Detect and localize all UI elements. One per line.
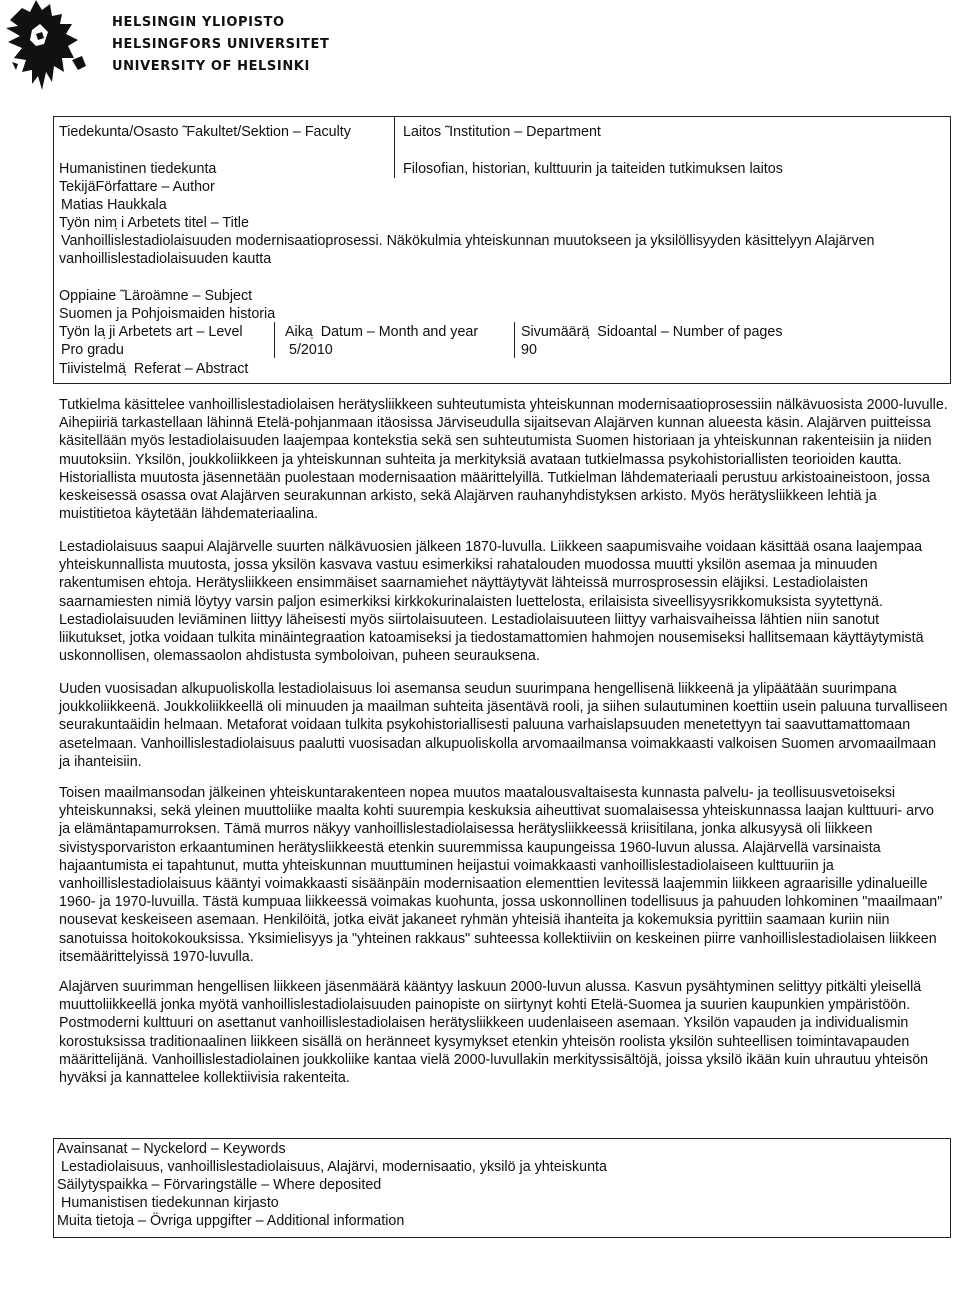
- title-label: Työn nim ̣i Arbetets titel – Title: [59, 215, 249, 231]
- abstract-paragraph-4: Toisen maailmansodan jälkeinen yhteiskuntarakenteen nopea muutos maatalousvaltaisesta kunnasta palvelu- ja teollisuusvetoiseksi yhteiskunnaksi, sekä yleinen muuttoliike maalta kohti suurempia keskuksia aiheuttivat suomalaisessa yhteiskunnassa laajan kulttuuri- arvo ja elämäntapamurroksen. Tämä murros näkyy vanhoillislestadiolaisessa herätysliikkeessä kriisitilana, jonka alkusyysä oli liikkeen sivistysporvariston erkaantuminen herätysliikkeestä etenkin suuremmissa kaupungeissa 1960-luvun alussa. Alajärvellä varsinaista hajaantumista ei tapahtunut, mutta yhteiskunnan muuttuminen heijastui voimakkaasti vanhoillislestadiolaiseen kulttuuriin ja vanhoillislestadiolaisuus kääntyi voimakkaasti sisäänpäin modernisaation elementtien levitessä laajemmin liikkeen agraarisille ydinalueille 1960- ja 1970-luvuilla. Tästä kumpuaa liikkeessä voimakas kuohunta, jossa uskonnollinen todellisuus ja pahuuden lohkominen "maailmaan" nousevat keskeiseen asemaan. Henkilöitä, jotka eivät jakaneet ryhmän yhteisiä ihanteita ja kokemuksia pyrittiin saamaan kuriin niin sanotuissa hoitokokouksissa. Yksimielisyys ja "yhteinen rakkaus" suhteessa kollektiiviin on keskeinen piirre vanhoillislestadiolaisen liikkeen itsemäärittelyissä 1970-luvulla.: [59, 785, 943, 965]
- deposited-value: Humanistisen tiedekunnan kirjasto: [61, 1195, 279, 1211]
- university-names: [112, 12, 329, 78]
- subject-label: Oppiaine ̃ Läroämne – Subject: [59, 288, 253, 304]
- level-value: Pro gradu: [61, 342, 124, 358]
- pages-value: 90: [521, 342, 537, 358]
- date-label: Aika ̣ Datum – Month and year: [285, 324, 479, 340]
- university-name-sv: HELSINGFORS UNIVERSITET: [112, 37, 330, 52]
- university-name-fi: HELSINGIN YLIOPISTO: [112, 15, 285, 30]
- date-pages-divider: [514, 322, 515, 358]
- university-name-en: UNIVERSITY OF HELSINKI: [112, 59, 310, 74]
- author-label: TekijäFörfattare – Author: [59, 179, 215, 195]
- date-value: 5/2010: [289, 342, 333, 358]
- department-label: Laitos ̃ Institution – Department: [403, 124, 601, 140]
- keywords-label: Avainsanat – Nyckelord – Keywords: [57, 1141, 286, 1157]
- level-date-divider: [274, 322, 275, 358]
- abstract-paragraph-3: Uuden vuosisadan alkupuoliskolla lestadiolaisuus loi asemansa seudun suurimpana hengellisenä liikkeenä ja ylipäätään suurimpana joukkoliikkeenä. Joukkoliikkeellä oli minuuden ja maailman suhteita jäsentävä rooli, ja siihen sulautuminen koettiin usein paluuna turvalliseen seurakuntaäidin helmaan. Metaforat voidaan tulkita psykohistoriallisesti paluuna varhaislapsuuden menetettyyn tai saavuttamattomaan asetelmaan. Vanhoillislestadiolaisuus paalutti vuosisadan alkupuoliskolla arvomaailmansa voimakkaasti valkoisen Suomen arvomaailmaan ja ihanteisiin.: [59, 681, 948, 770]
- title-value-line2: vanhoillislestadiolaisuuden kautta: [59, 251, 272, 267]
- title-value-line1: Vanhoillislestadiolaisuuden modernisaatioprosessi. Näkökulmia yhteiskunnan muutokseen ja yksilöllisyyden käsittelyyn Alajärven: [61, 233, 875, 249]
- faculty-department-divider: [394, 116, 395, 178]
- keywords-value: Lestadiolaisuus, vanhoillislestadiolaisuus, Alajärvi, modernisaatio, yksilö ja yhteiskunta: [61, 1159, 607, 1175]
- faculty-value: Humanistinen tiedekunta: [59, 161, 217, 177]
- faculty-label: Tiedekunta/Osasto ̃ Fakultet/Sektion – Faculty: [59, 124, 351, 140]
- author-value: Matias Haukkala: [61, 197, 167, 213]
- abstract-label: Tiivistelmä ̣ Referat – Abstract: [59, 361, 249, 377]
- deposited-label: Säilytyspaikka – Förvaringställe – Where deposited: [57, 1177, 382, 1193]
- additional-info-label: Muita tietoja – Övriga uppgifter – Additional information: [57, 1213, 405, 1229]
- abstract-paragraph-1: Tutkielma käsittelee vanhoillislestadiolaisen herätysliikkeen suhteutumista yhteiskunnan modernisaatioprosessiin nälkävuosista 2000-luvulle. Aihepiiriä tarkastellaan lähinnä Etelä-pohjanmaan itäosissa Järviseudulla sijaitsevan Alajärven kunnan alueesta käsin. Alajärven puitteissa käsitellään myös lestadiolaisuuden laajempaa kontekstia sekä sen suhteutumista Suomen historiaan ja yhteiskunnan rakenteisiin ja niiden muutoksiin. Yksilön, joukkoliikkeen ja yhteiskunnan suhteita ja merkityksiä avataan tutkielmassa psykohistoriallisten teorioiden kautta. Historiallista muutosta jäsennetään puolestaan modernisaation määrittelyillä. Tutkielman lähdemateriaali perustuu arkistoaineistoon, jossa keskeisessä osassa ovat Alajärven seurakunnan arkisto, sekä Alajärven rauhanyhdistyksen arkisto. Myös herätysliikkeen lehtiä ja muistitietoa käytetään lähdemateriaalina.: [59, 397, 948, 523]
- university-logo-icon: [2, 0, 112, 100]
- abstract-paragraph-5: Alajärven suurimman hengellisen liikkeen jäsenmäärä kääntyy laskuun 2000-luvun alussa. Kasvun pysähtyminen selittyy pitkälti yleisellä muuttoliikkeellä jonka myötä vanhoillislestadiolaisuuden painopiste on siirtynyt kohti Etelä-Suomea ja suurien kaupunkien ympäristöön. Postmoderni kulttuuri on asettanut vanhoillislestadiolaisen herätysliikkeen uudenlaiseen asemaan. Yksilön vapauden ja individualismin korostuksissa traditionaalinen liikkeen sisällä on heränneet kysymykset etenkin yhteisön roolista yksilön suhteellisen toimintavapauden määrittelijänä. Vanhoillislestadiolainen joukkoliike kantaa vielä 2000-luvullakin merkityssisältöjä, joissa yksilö ikään kuin uhrautuu yhteisön hyväksi ja kannattelee kollektiivisia rakenteita.: [59, 979, 929, 1087]
- department-value: Filosofian, historian, kulttuurin ja taiteiden tutkimuksen laitos: [403, 161, 783, 177]
- abstract-paragraph-2: Lestadiolaisuus saapui Alajärvelle suurten nälkävuosien jälkeen 1870-luvulla. Liikkeen saapumisvaihe voidaan käsittää osana laajempaa yhteiskunnallista muutosta, jossa yksilön kasvava vastuu esimerkiksi rahatalouden muodossa muutti yksilön asemaa ja minuuden rakentumisen ehtoja. Herätysliikkeen ensimmäiset saarnamiehet näyttäytyvät lähteissä murrosprosessin eläjiksi. Lestadiolaisten saarnamiesten nimiä löytyy varsin paljon esimerkiksi kirkkokurinalaisten luettelosta, erilaisista siveellisyysrikkomuksista syytettynä. Lestadiolaisuuden leviäminen liittyy läheisesti myös siirtolaisuuteen. Lestadiolaisuuteen liittyy varhaisvaiheissa lähtien niin sanotut liikutukset, jotka voidaan tulkita minäintegraation katoamiseksi ja tiedostamattomien hahmojen nousemiseksi hallitsemaan käyttäytymistä uskonnollisen, olemassaolon ahdistusta symboloivan, puheen seurauksena.: [59, 539, 924, 665]
- subject-value: Suomen ja Pohjoismaiden historia: [59, 306, 276, 322]
- level-label: Työn la ̣ji Arbetets art – Level: [59, 324, 243, 340]
- pages-label: Sivumäärä ̣ Sidoantal – Number of pages: [521, 324, 783, 340]
